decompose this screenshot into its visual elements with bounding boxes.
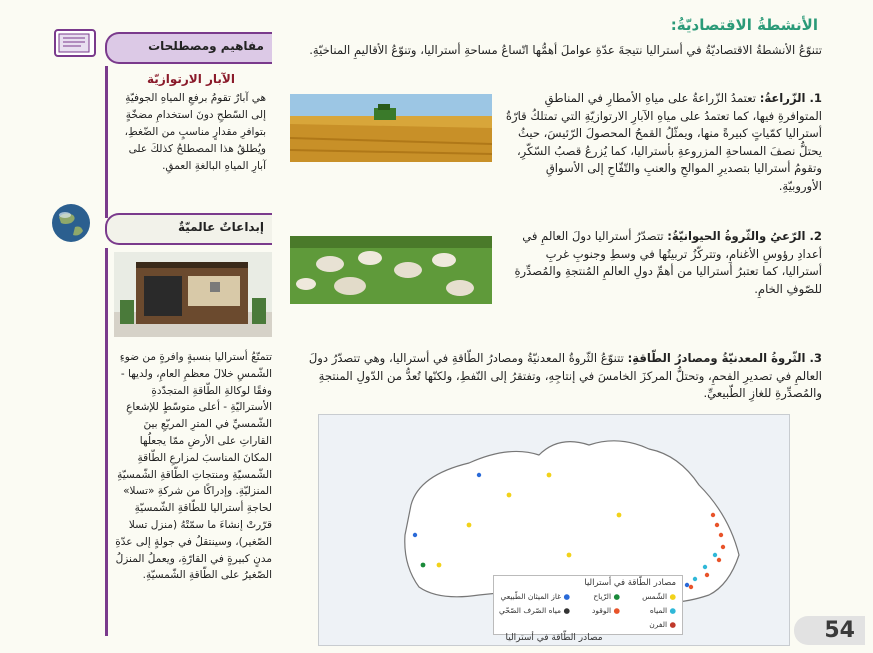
minerals-paragraph: [300, 350, 822, 403]
concepts-box-body: [105, 66, 274, 218]
livestock-text: تتصدّرُ أستراليا دولَ العالمِ في أعدادِ رؤوسِ الأغنامِ، وتتركّزُ تربيتُها في وسطِ وجنوبِ غربِ أستراليا، كما تعتبرُ أستراليا من أهمِّ دولِ العالمِ المُنتجةِ والمُصدِّرةِ للصّوفِ الخامِ.: [514, 229, 822, 296]
innovations-text: تتمتّعُ أستراليا بنسبةٍ وافرةٍ من ضوءِ الشّمسِ خلالَ معظمِ العامِ، ولديها - وفقًا لوكالةِ الطّاقةِ المتجدّدةِ الأستراليّةِ - أعلى متوسّطٍ للإشعاعِ الشّمسيِّ في المترِ المربّعِ بينَ القاراتِ على الأرضِ ممّا يجعلُها المكانَ المناسبَ لمزارعِ الطّاقةِ الشّمسيّةِ ومنتجاتِ الطّاقةِ الشّمسيّةِ المنزليّةِ. وإدراكًا من شركةِ «تسلا» لحاجةِ أستراليا للطّاقةِ الشّمسيّةِ قرّرتْ إنشاءَ ما سمّتْهُ (منزل تسلا الصّغير)، وسينتقلُ في جولةٍ إلى عدّةِ مدنٍ كبيرةٍ في القارّةِ، ويعملُ المنزلُ الصّغيرُ على الطّاقةِ الشّمسيّةِ.: [115, 351, 272, 582]
concepts-box-header: [45, 18, 270, 64]
wheat-field-photo: [290, 94, 492, 162]
concepts-title: مفاهيم ومصطلحات: [148, 39, 264, 53]
agriculture-text: تعتمدُ الزّراعةُ على مياهِ الأمطارِ في المناطقِ المتوافرةِ فيها، كما تعتمدُ على مياهِ الآبارِ الارتوازيّةِ التي تمتلكُ قارّةُ أستراليا كمّياتٍ كبيرةً منها، ويمثّلُ القمحُ المحصولَ الرّئيسَ، حيثُ يحتلُّ نصفَ المساحةِ المزروعةِ بأستراليا، كما يُزرعُ قصبُ السّكّرِ، وتقومُ أستراليا بتصديرِ الموالحِ والعنبِ والتّفّاحِ إلى الأسواقِ الأوروبيّةِ.: [505, 91, 822, 193]
section-title: الأنشطةُ الاقتصاديّةُ:: [670, 16, 818, 34]
legend-item-sewage: ● مياه الصّرف الصّحّي: [499, 606, 570, 615]
concepts-heading: الآبار الارتوازيّة: [147, 72, 235, 86]
intro-paragraph: تتنوّعُ الأنشطةُ الاقتصاديّةُ في أستراليا نتيجةَ عدّةِ عواملَ أهمُّها اتّساعُ مساحةِ أستراليا، وتنوّعُ الأقاليمِ المناخيّةِ.: [309, 43, 822, 57]
legend-item-sun: ● الشّمس: [642, 592, 676, 601]
innovations-box-header: [45, 201, 270, 245]
legend-item-water: ● المياه: [649, 606, 676, 615]
legend-title: مصادر الطّاقة في أستراليا: [584, 578, 676, 588]
minerals-text: تتنوّعُ الثّروةُ المعدنيّةُ ومصادرُ الطّاقةِ في أستراليا، وهي تتصدّرُ دولَ العالمِ في تصديرِ الفحمِ، وتحتلُّ المركزَ الخامسَ في إنتاجِهِ، وتفتقرُ إلى النّفطِ، ولكنّها تُعدُّ من الدّولِ المنتجةِ والمُصدِّرةِ للغازِ الطّبيعيِّ.: [308, 351, 822, 400]
legend-item-methane: ● غاز الميثان الطّبيعي: [500, 592, 570, 601]
main-column: [280, 14, 870, 643]
book-icon: [51, 22, 101, 62]
map-caption: مصادر الطّاقة في أستراليا: [505, 633, 603, 643]
sidebar: [45, 18, 270, 630]
livestock-paragraph: [502, 228, 822, 298]
legend-item-fuel: ● الوقود: [592, 606, 620, 615]
globe-icon: [45, 201, 97, 245]
concepts-text: هي آبارٌ تقومُ برفعِ المياهِ الجوفيّةِ إلى السّطحِ دونَ استخدامِ مضخّةٍ بتوافرِ مقدارٍ مناسبٍ من الضّغطِ، ويُطلقُ هذا المصطلحُ كذلكَ على آبارِ المياهِ البالغةِ العمقِ.: [124, 92, 266, 172]
tesla-tiny-house-image: [114, 252, 272, 337]
innovations-title: إبداعاتٌ عالميّةٌ: [177, 220, 264, 234]
sheep-flock-photo: [290, 236, 492, 304]
energy-map: [318, 414, 790, 646]
innovations-box-body: [105, 248, 278, 636]
minerals-heading: 3. الثّروةُ المعدنيّةُ ومصادرُ الطّاقةِ:: [627, 351, 822, 365]
concepts-title-bar: [105, 32, 272, 64]
map-legend: [493, 575, 683, 635]
page-number: 54: [794, 616, 865, 645]
legend-item-furnace: ● الفرن: [649, 620, 676, 629]
agriculture-paragraph: [502, 90, 822, 195]
legend-item-wind: ● الرّياح: [593, 592, 620, 601]
livestock-heading: 2. الرّعيُ والثّروةُ الحيوانيّةُ:: [667, 229, 822, 243]
innovations-title-bar: [105, 213, 272, 245]
agriculture-heading: 1. الزّراعةُ:: [759, 91, 822, 105]
